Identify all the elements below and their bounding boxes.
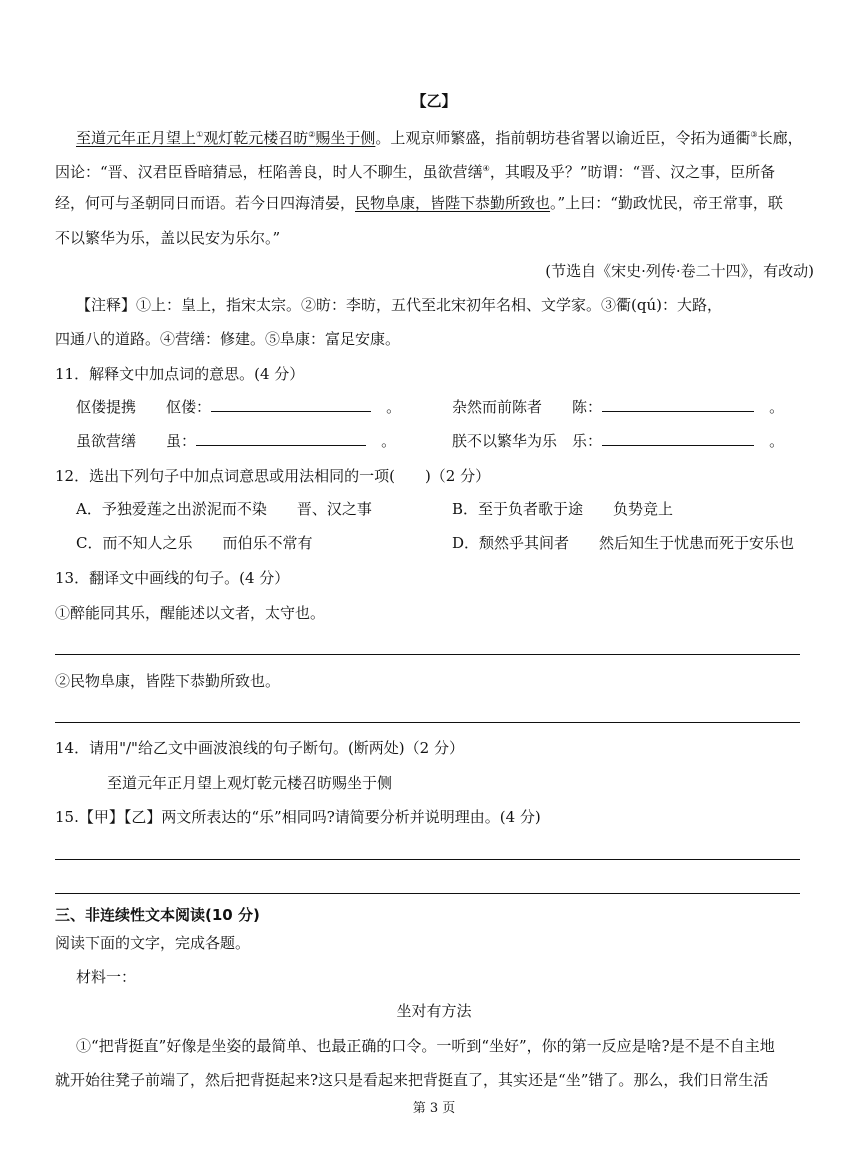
q11-stem: 11．解释文中加点词的意思。(4 分）: [55, 365, 305, 383]
q11-item-c: 虽欲营缮 虽： 。: [76, 432, 397, 450]
q11-item-d: 朕不以繁华为乐 乐： 。: [452, 432, 785, 450]
q12-option-a[interactable]: A．予独爱莲之出淤泥而不染 晋、汉之事: [76, 500, 372, 518]
passage-source: (节选自《宋史·列传·卷二十四》，有改动): [545, 262, 814, 280]
material-para-line-1: ①“把背挺直”好像是坐姿的最简单、也最正确的口令。一听到“坐好”，你的第一反应是啥?是不是不自主地: [76, 1037, 775, 1055]
q12-option-c[interactable]: C．而不知人之乐 而伯乐不常有: [76, 534, 313, 552]
q11-item-b: 杂然而前陈者 陈： 。: [452, 398, 785, 416]
answer-line[interactable]: [55, 654, 800, 655]
q12-option-b[interactable]: B．至于负者歌于途 负势竞上: [452, 500, 674, 518]
notes-line-2: 四通八的道路。④营缮：修建。⑤阜康：富足安康。: [55, 330, 401, 348]
material-label: 材料一：: [76, 968, 137, 986]
q12-stem: 12．选出下列句子中加点词意思或用法相同的一项( )（2 分）: [55, 467, 491, 485]
q11-item-a: 伛偻提携 伛偻： 。: [76, 398, 402, 416]
passage-line-2: 因论：“晋、汉君臣昏暗猜忌，枉陷善良，时人不聊生，虽欲营缮④，其暇及乎？”昉谓：“晋、汉之事，臣所备: [55, 163, 776, 181]
answer-line[interactable]: [55, 722, 800, 723]
answer-line[interactable]: [55, 859, 800, 860]
q13-sentence-2: ②民物阜康，皆陛下恭勤所致也。: [55, 672, 281, 690]
answer-blank[interactable]: [602, 397, 754, 412]
material-para-line-2: 就开始往凳子前端了，然后把背挺起来?这只是看起来把背挺直了，其实还是“坐”错了。那么，我们日常生活: [55, 1071, 769, 1089]
answer-blank[interactable]: [196, 431, 366, 446]
q14-stem: 14．请用"/"给乙文中画波浪线的句子断句。(断两处)（2 分）: [55, 739, 464, 757]
answer-blank[interactable]: [211, 397, 371, 412]
q14-sentence: 至道元年正月望上观灯乾元楼召昉赐坐于侧: [107, 774, 393, 792]
q13-stem: 13．翻译文中画线的句子。(4 分）: [55, 569, 290, 587]
q15-stem: 15.【甲】【乙】两文所表达的“乐”相同吗?请简要分析并说明理由。(4 分): [55, 808, 541, 826]
answer-line[interactable]: [55, 893, 800, 894]
q13-sentence-1: ①醉能同其乐，醒能述以文者，太守也。: [55, 604, 326, 622]
page-number: 第 3 页: [412, 1101, 456, 1116]
wavy-sentence: 至道元年正月望上①观灯乾元楼召昉②赐坐于侧: [76, 129, 376, 147]
passage-heading: 【乙】: [411, 92, 457, 110]
underlined-sentence: 民物阜康，皆陛下恭勤所致也: [355, 194, 551, 212]
section-instruction: 阅读下面的文字，完成各题。: [55, 934, 251, 952]
section-heading: 三、非连续性文本阅读(10 分): [55, 906, 260, 924]
notes-line-1: 【注释】①上：皇上，指宋太宗。②昉：李昉，五代至北宋初年名相、文学家。③衢(qú)：大路，: [76, 296, 722, 314]
q12-option-d[interactable]: D．颓然乎其间者 然后知生于忧患而死于安乐也: [452, 534, 795, 552]
passage-line-4: 不以繁华为乐，盖以民安为乐尔。”: [55, 229, 281, 247]
passage-line-3: 经，何可与圣朝同日而语。若今日四海清晏，民物阜康，皆陛下恭勤所致也。”上曰：“勤政忧民，帝王常事，联: [55, 194, 783, 212]
passage-line-1: 至道元年正月望上①观灯乾元楼召昉②赐坐于侧。上观京师繁盛，指前朝坊巷省署以谕近臣，令拓为通衢③长廊，: [76, 129, 803, 147]
answer-blank[interactable]: [602, 431, 754, 446]
material-title: 坐对有方法: [396, 1002, 472, 1020]
